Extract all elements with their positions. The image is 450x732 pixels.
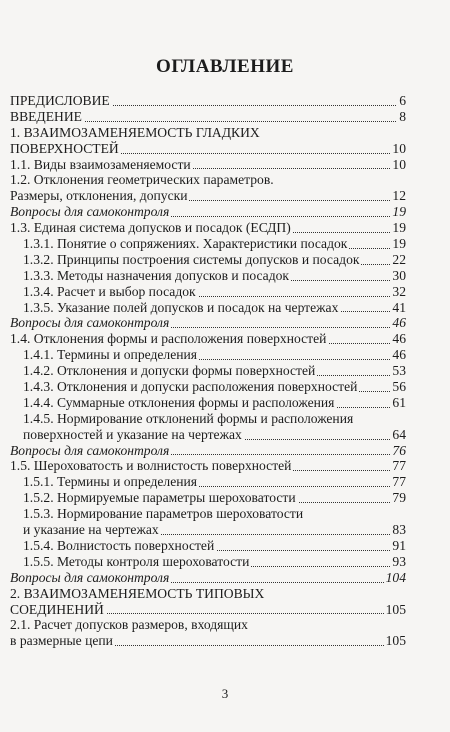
toc-entry	[10, 554, 406, 570]
toc-entry	[10, 395, 406, 411]
toc-entry	[10, 220, 406, 236]
toc-entry-title: 1.5.2. Нормируемые параметры шероховатости	[23, 490, 296, 506]
toc-entry-title: 2.1. Расчет допусков размеров, входящих	[10, 617, 248, 633]
toc-entry-page: 61	[392, 394, 406, 410]
toc-entry-title: поверхностей и указание на чертежах	[23, 426, 242, 442]
toc-entry-title: 1.3. Единая система допусков и посадок (ЕСДП)	[10, 220, 291, 236]
toc-entry-title: Вопросы для самоконтроля	[10, 204, 170, 220]
toc-entry	[10, 284, 406, 300]
toc-entry-title: 1.4. Отклонения формы и расположения поверхностей	[10, 331, 327, 347]
toc-entry-page: 46	[392, 347, 406, 363]
toc-entry	[10, 188, 406, 204]
toc-entry	[10, 93, 406, 109]
toc-entry-title: 1. ВЗАИМОЗАМЕНЯЕМОСТЬ ГЛАДКИХ	[10, 124, 260, 140]
toc-entry-title: Вопросы для самоконтроля	[10, 569, 170, 585]
toc-entry	[10, 141, 406, 157]
toc-entry	[10, 474, 406, 490]
toc-entry	[10, 268, 406, 284]
toc-entry-page: 32	[392, 283, 406, 299]
toc-entry-page: 46	[392, 315, 406, 331]
toc-entry-page: 19	[392, 220, 406, 236]
toc-entry-page: 64	[392, 426, 406, 442]
toc-entry-title: 1.3.2. Принципы построения системы допусков и посадок	[23, 251, 360, 267]
toc-entry-page: 30	[392, 267, 406, 283]
toc-entry-page: 93	[392, 553, 406, 569]
toc-entry	[10, 538, 406, 554]
toc-heading: ОГЛАВЛЕНИЕ	[156, 56, 294, 77]
toc-entry-page: 105	[385, 601, 406, 617]
toc-entry	[10, 172, 406, 188]
toc-entry-title: в размерные цепи	[10, 633, 113, 649]
toc-entry	[10, 490, 406, 506]
toc-entry	[10, 379, 406, 395]
toc-entry	[10, 458, 406, 474]
toc-entry	[10, 315, 406, 331]
toc-entry-page: 77	[392, 458, 406, 474]
toc-entry	[10, 586, 406, 602]
toc-entry-page: 8	[399, 108, 406, 124]
toc-entry	[10, 363, 406, 379]
toc-entry-page: 12	[392, 188, 406, 204]
toc-entry-page: 53	[392, 363, 406, 379]
toc-entry-title: и указание на чертежах	[23, 522, 159, 538]
toc-entry	[10, 506, 406, 522]
toc-entry-page: 10	[392, 140, 406, 156]
table-of-contents	[10, 93, 406, 649]
toc-entry-page: 105	[385, 633, 406, 649]
toc-entry-page: 19	[392, 204, 406, 220]
toc-entry-title: Вопросы для самоконтроля	[10, 315, 170, 331]
toc-entry-title: 1.4.2. Отклонения и допуски формы поверхностей	[23, 363, 316, 379]
toc-entry	[10, 411, 406, 427]
toc-entry-page: 76	[392, 442, 406, 458]
toc-entry-title: 1.5. Шероховатость и волнистость поверхностей	[10, 458, 292, 474]
toc-entry-page: 10	[392, 156, 406, 172]
toc-entry	[10, 617, 406, 633]
toc-entry-title: 2. ВЗАИМОЗАМЕНЯЕМОСТЬ ТИПОВЫХ	[10, 585, 265, 601]
toc-entry	[10, 204, 406, 220]
toc-entry-page: 104	[385, 569, 406, 585]
toc-entry-page: 19	[392, 236, 406, 252]
toc-entry-title: ПРЕДИСЛОВИЕ	[10, 93, 110, 108]
toc-entry-page: 41	[392, 299, 406, 315]
toc-entry-title: 1.1. Виды взаимозаменяемости	[10, 156, 191, 172]
toc-entry	[10, 570, 406, 586]
toc-entry-title: СОЕДИНЕНИЙ	[10, 601, 104, 617]
toc-entry	[10, 427, 406, 443]
toc-entry	[10, 236, 406, 252]
toc-entry-page: 6	[399, 93, 406, 108]
toc-entry-title: 1.2. Отклонения геометрических параметров.	[10, 172, 274, 188]
toc-entry-title: 1.5.3. Нормирование параметров шероховатости	[23, 506, 304, 522]
toc-entry-page: 91	[392, 537, 406, 553]
toc-entry-page: 56	[392, 379, 406, 395]
toc-entry-page: 22	[392, 251, 406, 267]
toc-entry-title: ВВЕДЕНИЕ	[10, 108, 82, 124]
toc-entry	[10, 109, 406, 125]
toc-entry	[10, 300, 406, 316]
toc-entry-page: 46	[392, 331, 406, 347]
toc-entry	[10, 347, 406, 363]
page-number: 3	[221, 686, 229, 701]
toc-entry-title: 1.4.1. Термины и определения	[23, 347, 198, 363]
toc-entry-title: 1.4.3. Отклонения и допуски расположения поверхностей	[23, 379, 358, 395]
toc-entry	[10, 331, 406, 347]
toc-entry-page: 77	[392, 474, 406, 490]
toc-entry-title: 1.3.4. Расчет и выбор посадок	[23, 283, 196, 299]
toc-entry-title: 1.3.1. Понятие о сопряжениях. Характеристики посадок	[23, 236, 348, 252]
toc-entry	[10, 125, 406, 141]
toc-entry-title: 1.4.4. Суммарные отклонения формы и расположения	[23, 394, 335, 410]
toc-entry-title: 1.5.1. Термины и определения	[23, 474, 198, 490]
toc-entry	[10, 633, 406, 649]
toc-entry-title: 1.5.5. Методы контроля шероховатости	[23, 553, 250, 569]
toc-entry	[10, 157, 406, 173]
toc-entry-page: 79	[392, 490, 406, 506]
toc-entry-title: 1.4.5. Нормирование отклонений формы и расположения	[23, 410, 354, 426]
toc-entry	[10, 443, 406, 459]
toc-entry-title: Вопросы для самоконтроля	[10, 442, 170, 458]
toc-entry-title: 1.3.3. Методы назначения допусков и посадок	[23, 267, 290, 283]
toc-entry-title: Размеры, отклонения, допуски	[10, 188, 188, 204]
toc-entry-title: ПОВЕРХНОСТЕЙ	[10, 140, 119, 156]
toc-entry	[10, 522, 406, 538]
toc-entry-title: 1.3.5. Указание полей допусков и посадок на чертежах	[23, 299, 339, 315]
toc-entry	[10, 602, 406, 618]
toc-entry	[10, 252, 406, 268]
toc-entry-title: 1.5.4. Волнистость поверхностей	[23, 537, 215, 553]
toc-entry-page: 83	[392, 522, 406, 538]
